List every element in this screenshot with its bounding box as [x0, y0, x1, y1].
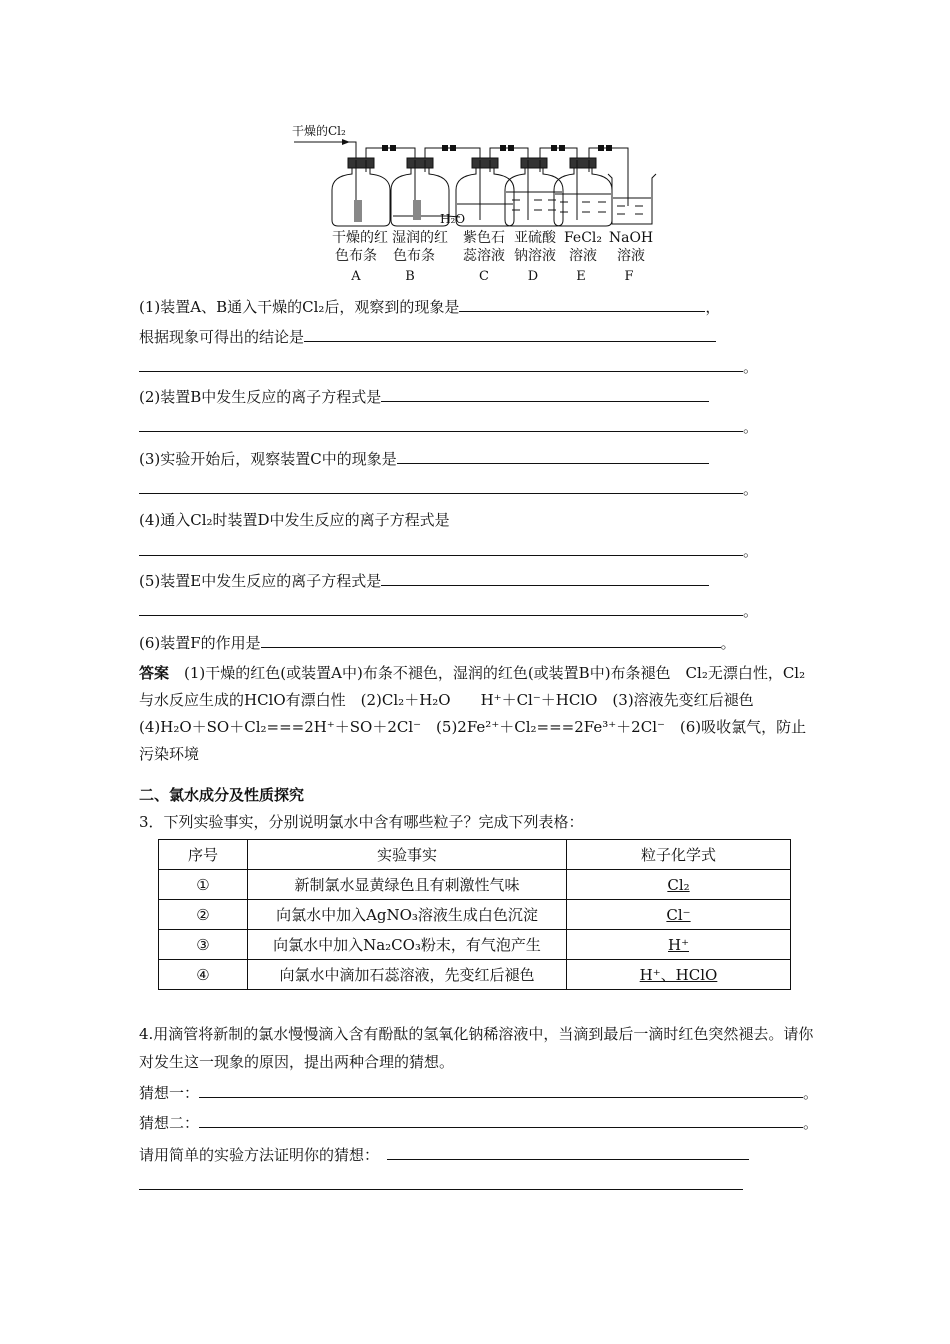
- question-1c: 。: [139, 356, 758, 377]
- cell-no: ②: [159, 900, 248, 930]
- answer-blank[interactable]: [139, 356, 743, 372]
- label-a-letter: A: [351, 269, 361, 284]
- label-f-line2: 溶液: [617, 248, 645, 264]
- answer-blank[interactable]: [139, 1174, 743, 1190]
- cell-fact: 向氯水中加入AgNO₃溶液生成白色沉淀: [248, 900, 567, 930]
- verify-prompt: 请用简单的实验方法证明你的猜想：: [139, 1144, 749, 1165]
- question-2b: 。: [139, 416, 758, 437]
- verify-line: [139, 1174, 743, 1195]
- answer-blank[interactable]: [139, 600, 743, 616]
- answer-blank[interactable]: [199, 1112, 803, 1128]
- guess-1: 猜想一： 。: [139, 1084, 819, 1102]
- answer-blank[interactable]: [459, 296, 705, 312]
- label-b-line2: 色布条: [393, 248, 435, 264]
- question-3b: 。: [139, 478, 758, 499]
- header-no: 序号: [159, 840, 248, 870]
- label-e-line1: FeCl₂: [563, 230, 603, 246]
- apparatus-diagram: [290, 120, 670, 290]
- answer-blank[interactable]: [139, 540, 743, 556]
- guess-2: 猜想二： 。: [139, 1114, 819, 1132]
- answer-blank[interactable]: [261, 632, 721, 648]
- label-f-letter: F: [624, 269, 634, 284]
- particle-table: [158, 839, 791, 990]
- question-1b: 根据现象可得出的结论是: [139, 326, 716, 347]
- header-fact: 实验事实: [248, 840, 567, 870]
- label-e-letter: E: [576, 269, 586, 284]
- cell-particle: Cl₂: [567, 870, 791, 900]
- cell-no: ①: [159, 870, 248, 900]
- label-d-line1: 亚硫酸: [514, 230, 556, 246]
- question-3: (3)实验开始后，观察装置C中的现象是: [139, 448, 709, 469]
- table-header-row: [159, 840, 791, 870]
- answer-blank[interactable]: [397, 448, 709, 464]
- label-a-line2: 色布条: [335, 248, 377, 264]
- label-f-line1: NaOH: [608, 230, 654, 246]
- answer-blank[interactable]: [304, 326, 716, 342]
- cell-fact: 向氯水中滴加石蕊溶液，先变红后褪色: [248, 960, 567, 990]
- question-4-text: 4.用滴管将新制的氯水慢慢滴入含有酚酞的氢氧化钠稀溶液中，当滴到最后一滴时红色突然褪去。请你对发生这一现象的原因，提出两种合理的猜想。: [139, 1025, 814, 1071]
- question-2: (2)装置B中发生反应的离子方程式是: [139, 386, 709, 407]
- cell-fact: 新制氯水显黄绿色且有刺激性气味: [248, 870, 567, 900]
- cell-particle: Cl⁻: [567, 900, 791, 930]
- question-5: (5)装置E中发生反应的离子方程式是: [139, 570, 709, 591]
- answer-blank[interactable]: [199, 1082, 803, 1098]
- answer-blank[interactable]: [381, 386, 709, 402]
- table-row: [159, 960, 791, 990]
- answer-block: [139, 660, 815, 768]
- question-4b: 。: [139, 540, 758, 561]
- cell-particle: H⁺: [567, 930, 791, 960]
- header-particle: 粒子化学式: [567, 840, 791, 870]
- table-row: [159, 930, 791, 960]
- cell-fact: 向氯水中加入Na₂CO₃粉末，有气泡产生: [248, 930, 567, 960]
- question-4: (4)通入Cl₂时装置D中发生反应的离子方程式是: [139, 511, 450, 529]
- question-3-intro: 3．下列实验事实，分别说明氯水中含有哪些粒子？完成下列表格：: [139, 813, 584, 831]
- section-title: 二、氯水成分及性质探究: [139, 786, 305, 804]
- water-label: H₂O: [440, 212, 466, 226]
- answer-label: 答案: [139, 664, 170, 682]
- answer-blank[interactable]: [139, 478, 743, 494]
- cell-no: ③: [159, 930, 248, 960]
- question-1a: (1)装置A、B通入干燥的Cl₂后，观察到的现象是 ，: [139, 298, 721, 316]
- label-d-line2: 钠溶液: [514, 248, 556, 264]
- apparatus-labels: [332, 229, 653, 284]
- answer-blank[interactable]: [387, 1144, 749, 1160]
- label-b-letter: B: [405, 269, 415, 284]
- label-a-line1: 干燥的红: [332, 230, 388, 246]
- inlet-label: 干燥的Cl₂: [292, 124, 346, 138]
- label-c-line2: 蕊溶液: [463, 248, 505, 264]
- table-row: [159, 870, 791, 900]
- question-5b: 。: [139, 600, 758, 621]
- cell-no: ④: [159, 960, 248, 990]
- label-e-line2: 溶液: [569, 248, 597, 264]
- table-row: [159, 900, 791, 930]
- label-b-line1: 湿润的红: [392, 230, 448, 246]
- answer-text: (1)干燥的红色(或装置A中)布条不褪色，湿润的红色(或装置B中)布条褪色 Cl₂无漂白性，Cl₂与水反应生成的HClO有漂白性 (2)Cl₂＋H₂O H⁺＋Cl⁻＋HClO (3)溶液先变红后褪色 (4)H₂O＋SO＋Cl₂===2H⁺＋SO＋2Cl⁻ (5)2Fe²⁺＋Cl₂===2Fe³⁺＋2Cl⁻ (6)吸收氯气，防止污染环境: [139, 664, 807, 763]
- answer-blank[interactable]: [139, 416, 743, 432]
- question-6: (6)装置F的作用是 。: [139, 634, 736, 652]
- label-c-letter: C: [479, 269, 489, 284]
- label-c-line1: 紫色石: [463, 230, 505, 246]
- answer-blank[interactable]: [381, 570, 709, 586]
- label-d-letter: D: [527, 269, 539, 284]
- cell-particle: H⁺、HClO: [567, 960, 791, 990]
